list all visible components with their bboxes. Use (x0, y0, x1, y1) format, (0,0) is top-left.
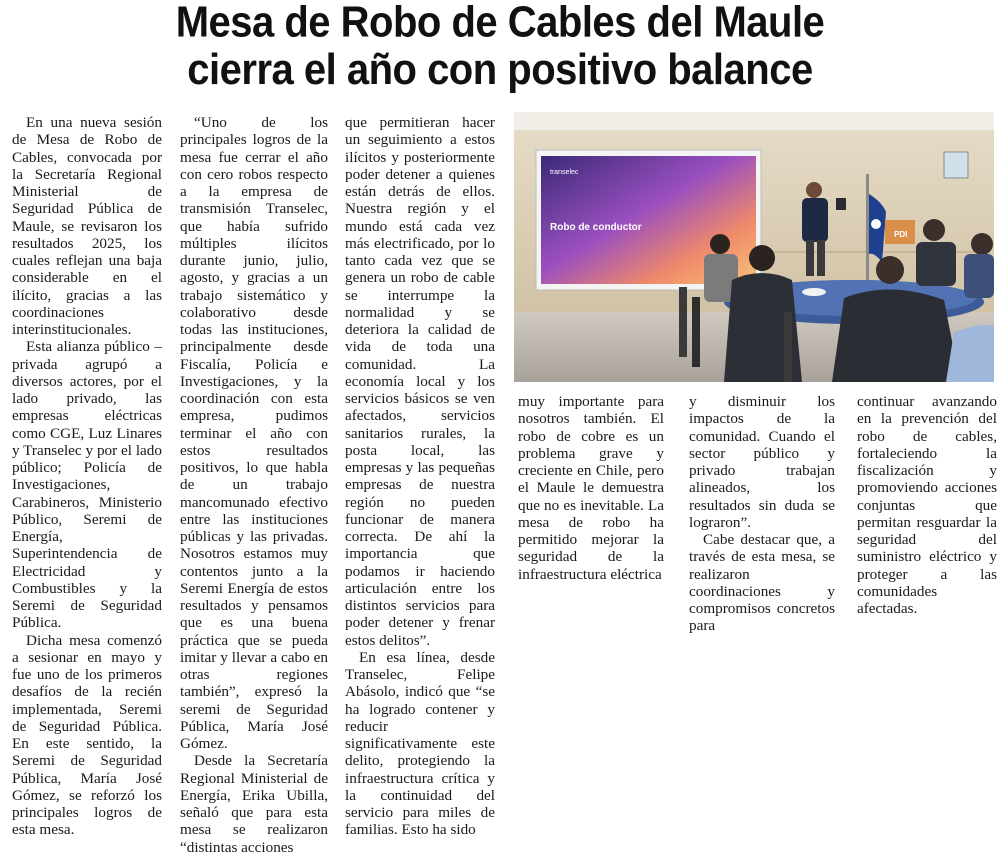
text-column-1 (12, 114, 162, 850)
sign-text: PDI (894, 230, 908, 239)
paragraph: En esa línea, desde Transelec, Felipe Abásolo, indicó que “se ha logrado contener y reducir significativamente este delito, protegiendo la infraestructura crítica y la continuidad del servicio para miles de familias. Esto ha sido (345, 648, 495, 839)
paragraph: En una nueva sesión de Mesa de Robo de Cables, convocada por la Secretaría Regional Ministerial de Seguridad Pública de Maule, se revisaron los resultados 2025, los cuales reflejan una baja considerable en el ilícito, gracias a las coordinaciones interinstitucionales. (12, 114, 162, 338)
paragraph: Esta alianza público – privada agrupó a diversos actores, por el lado privado, las empresas eléctricas como CGE, Luz Linares y Transelec y por el lado público; Policía de Investigaciones, Carabineros, Ministerio Público, Seremi de Energía, Superintendencia de Electricidad y Combustibles y la Seremi de Seguridad Pública. (12, 338, 162, 632)
paragraph: que permitieran hacer un seguimiento a estos ilícitos y posteriormente poder detener a quienes están detrás de ellos. Nuestra región y el mundo está cada vez más electrificado, por lo tanto cada vez que se genera un robo de cable se interrumpe la normalidad y se deteriora la calidad de vida de toda una comunidad. La economía local y los servicios básicos se ven afectados, servicios sanitarios rurales, la posta local, las empresas y las pequeñas empresas de nuestra región no pueden funcionar de manera correcta. De ahí la importancia que podamos ir haciendo articulación entre los distintos servicios para poder detener y frenar estos delitos”. (345, 114, 495, 649)
headline (0, 0, 1000, 94)
paragraph: Cabe destacar que, a través de esta mesa, se realizaron coordinaciones y compromisos concretos para (689, 531, 835, 635)
text-column-5 (689, 393, 835, 635)
paragraph: continuar avanzando en la prevención del robo de cables, fortaleciendo la fiscalización y promoviendo acciones conjuntas que permitan resguardar la seguridad del suministro eléctrico y proteger a las comunidades afectadas. (857, 393, 997, 617)
paragraph: y disminuir los impactos de la comunidad. Cuando el sector público y privado trabajan alineados, los resultados sin duda se lograron”. (689, 393, 835, 531)
headline-line-2: cierra el año con positivo balance (187, 46, 813, 94)
text-column-4 (518, 393, 664, 623)
headline-line-1: Mesa de Robo de Cables del Maule (175, 0, 825, 46)
paragraph: “Uno de los principales logros de la mesa fue cerrar el año con cero robos respecto a la empresa de transmisión Transelec, que había sufrido múltiples ilícitos durante junio, julio, agosto, y gracias a un trabajo sistemático y colaborativo desde todas las instituciones, principalmente desde Fiscalía, Policía e Investigaciones, y la coordinación con esta empresa, pudimos terminar el año con estos resultados positivos, lo que habla de un trabajo mancomunado efectivo entre las instituciones públicas y las privadas. Nosotros estamos muy contentos junto a la Seremi Energía de estos resultados y pensamos que es una buena práctica que se pueda imitar y llevar a cabo en otras regiones también”, expresó la seremi de Seguridad Pública, María José Gómez. (180, 114, 328, 752)
slide-title: Robo de conductor (550, 222, 642, 233)
slide-brand: transelec (550, 169, 579, 176)
meeting-photo (514, 112, 994, 382)
paragraph: Desde la Secretaría Regional Ministerial de Energía, Erika Ubilla, señaló que para esta mesa se realizaron “distintas acciones (180, 752, 328, 856)
text-column-2 (180, 114, 328, 856)
paragraph: muy importante para nosotros también. El robo de cobre es un problema grave y creciente en Chile, pero el Maule le demuestra que no es inevitable. La mesa de robo ha permitido mejorar la seguridad de la infraestructura eléctrica (518, 393, 664, 583)
paragraph: Dicha mesa comenzó a sesionar en mayo y fue uno de los primeros desafíos de la recién implementada, Seremi de Seguridad Pública. En este sentido, la Seremi de Seguridad Pública, María José Gómez, se reforzó los principales logros de esta mesa. (12, 631, 162, 839)
text-column-3 (345, 114, 495, 850)
text-column-6 (857, 393, 997, 623)
